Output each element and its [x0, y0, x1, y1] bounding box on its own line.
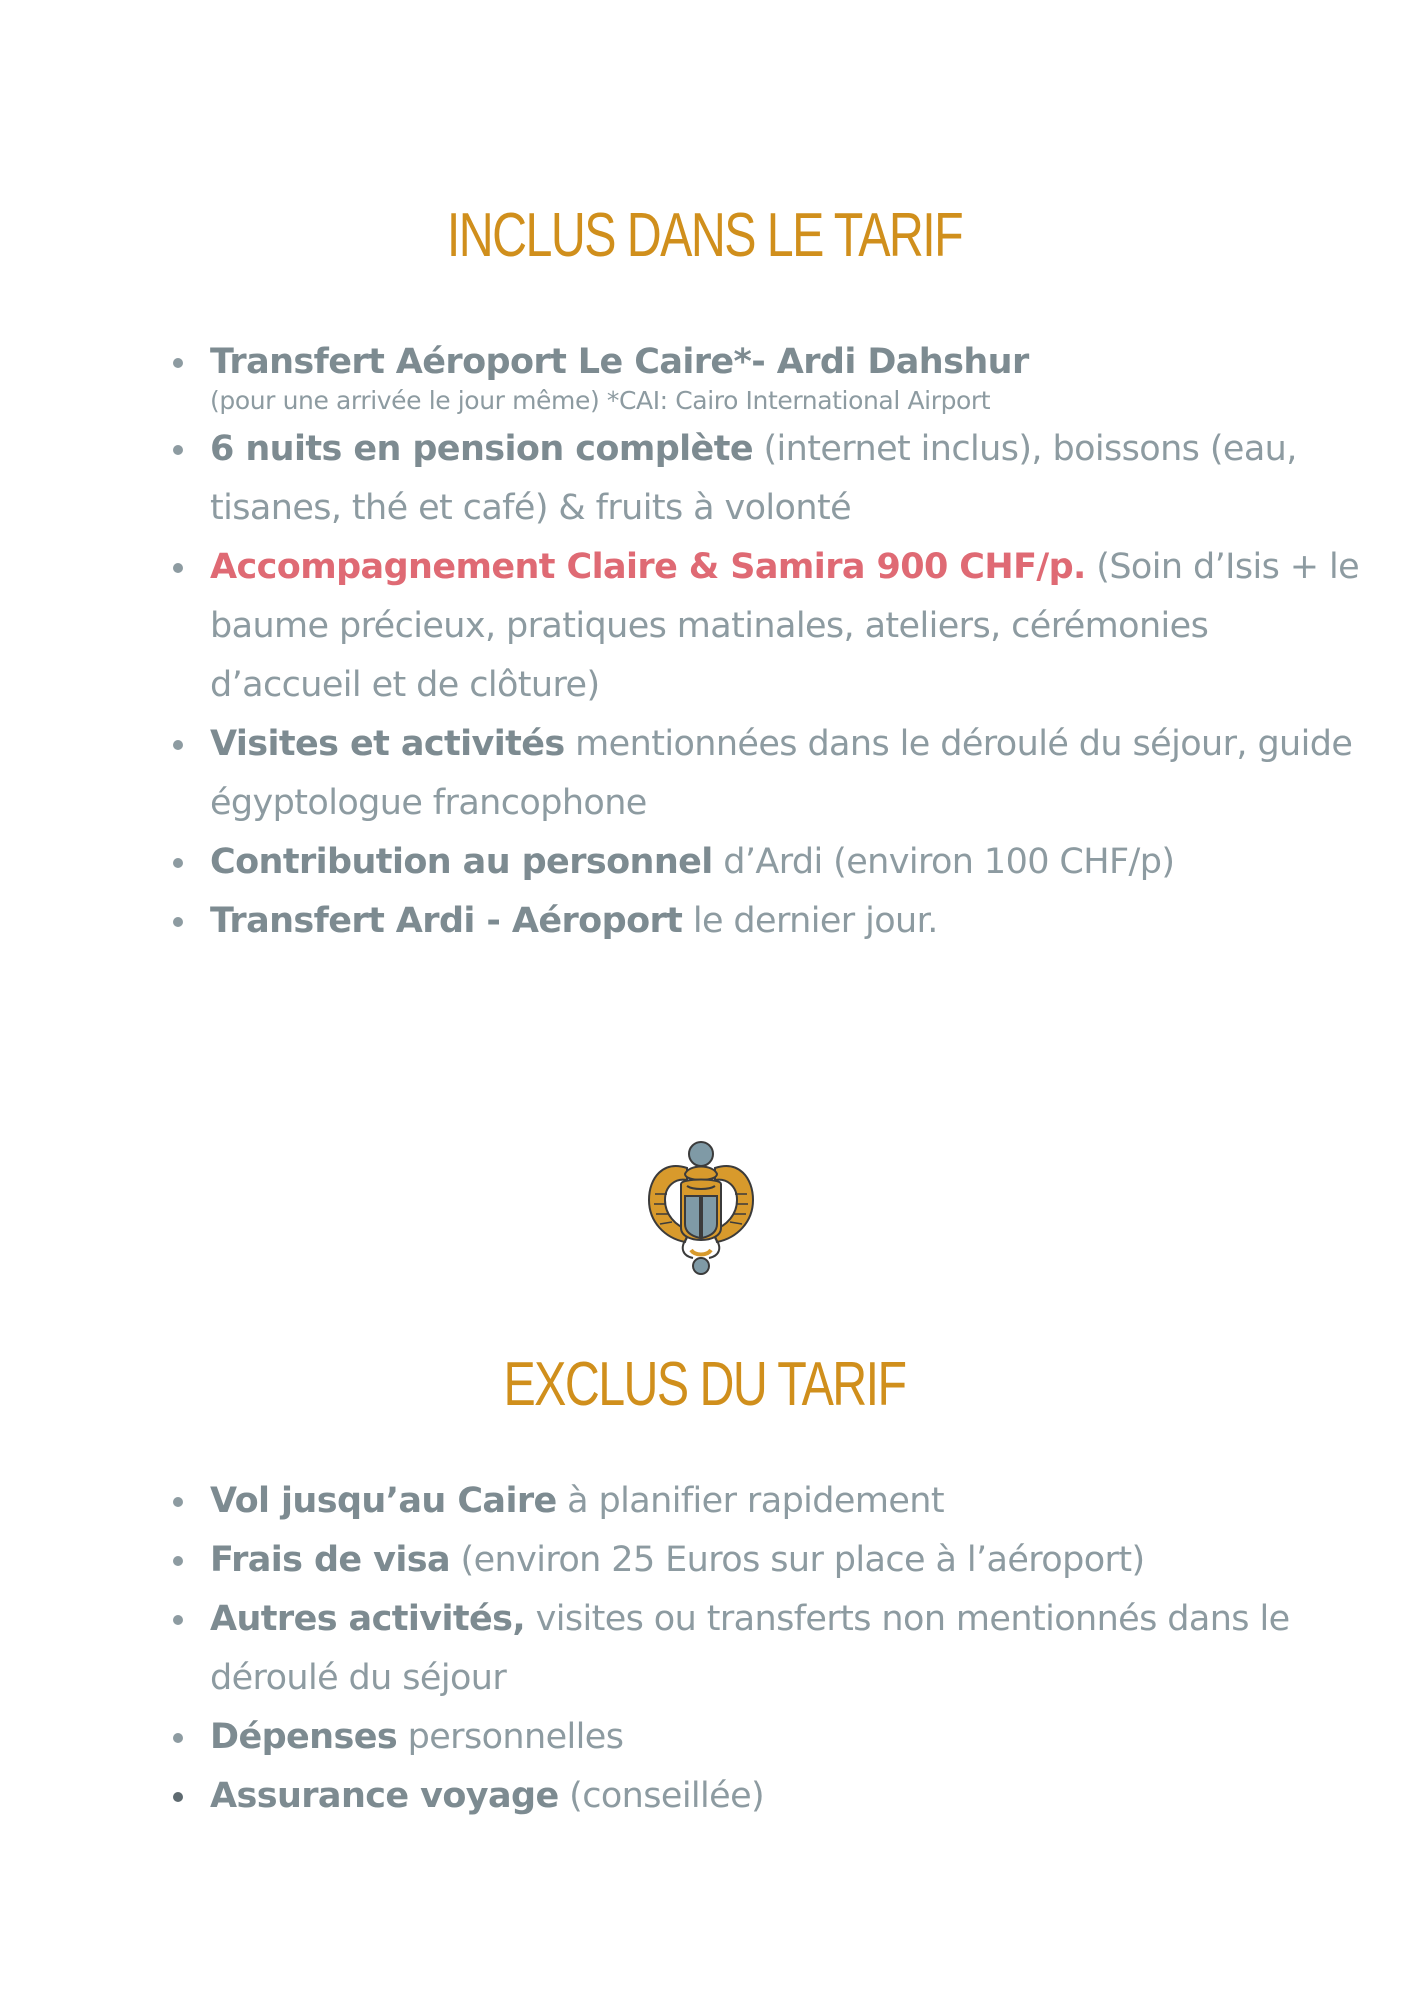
bullet-icon: [173, 858, 183, 868]
list-item: [210, 1590, 1360, 1708]
item-text: (environ 25 Euros sur place à l’aéroport): [450, 1540, 1145, 1580]
excluded-list: [170, 1472, 1360, 1826]
bullet-icon: [173, 1615, 183, 1625]
item-bold: Contribution au personnel: [210, 842, 713, 882]
item-text: d’Ardi (environ 100 CHF/p): [712, 842, 1175, 882]
item-text: personnelles: [397, 1717, 624, 1757]
item-bold: Frais de visa: [210, 1540, 451, 1580]
item-text: (Soin d’Isis + le baume précieux, pratiques matinales, ateliers, cérémonies d’accueil et de clôture): [210, 547, 1360, 705]
bullet-icon: [173, 1556, 183, 1566]
list-item: [210, 538, 1360, 715]
bullet-icon: [173, 445, 183, 455]
bullet-icon: [173, 1497, 183, 1507]
item-text: (conseillée): [558, 1776, 765, 1816]
bullet-icon: [173, 1733, 183, 1743]
list-item: [210, 333, 1360, 418]
item-text: visites ou transferts non mentionnés dans le déroulé du séjour: [210, 1599, 1290, 1698]
list-item: [210, 1708, 1360, 1767]
list-item: [210, 833, 1360, 892]
item-bold: Autres activités,: [210, 1599, 526, 1639]
item-text: le dernier jour.: [682, 901, 938, 941]
item-text: à planifier rapidement: [556, 1481, 944, 1521]
list-item: [210, 892, 1360, 951]
item-text: mentionnées dans le déroulé du séjour, guide égyptologue francophone: [210, 724, 1353, 823]
item-bold: Transfert Aéroport Le Caire*- Ardi Dahshur: [210, 342, 1029, 382]
item-text: (internet inclus), boissons (eau, tisanes, thé et café) & fruits à volonté: [210, 429, 1297, 528]
section-title-exclus: EXCLUS DU TARIF: [503, 1350, 906, 1419]
bullet-icon: [173, 740, 183, 750]
item-bold: 6 nuits en pension complète: [210, 429, 753, 469]
list-item: [210, 420, 1360, 538]
item-bold: Dépenses: [210, 1717, 398, 1757]
item-bold: Transfert Ardi - Aéroport: [210, 901, 683, 941]
item-accent: Accompagnement Claire & Samira 900 CHF/p.: [210, 547, 1086, 587]
item-bold: Assurance voyage: [210, 1776, 559, 1816]
list-item: [210, 1472, 1360, 1531]
bullet-icon: [173, 358, 183, 368]
bullet-icon: [173, 1792, 183, 1802]
bullet-icon: [173, 917, 183, 927]
list-item: [210, 715, 1360, 833]
included-list: [170, 333, 1360, 951]
item-bold: Visites et activités: [210, 724, 565, 764]
section-title-inclus: INCLUS DANS LE TARIF: [446, 201, 963, 270]
list-item: [210, 1767, 1360, 1826]
item-note: (pour une arrivée le jour même) *CAI: Cairo International Airport: [210, 386, 991, 415]
list-item: [210, 1531, 1360, 1590]
item-bold: Vol jusqu’au Caire: [210, 1481, 557, 1521]
scarab-icon: [645, 1138, 757, 1278]
bullet-icon: [173, 563, 183, 573]
